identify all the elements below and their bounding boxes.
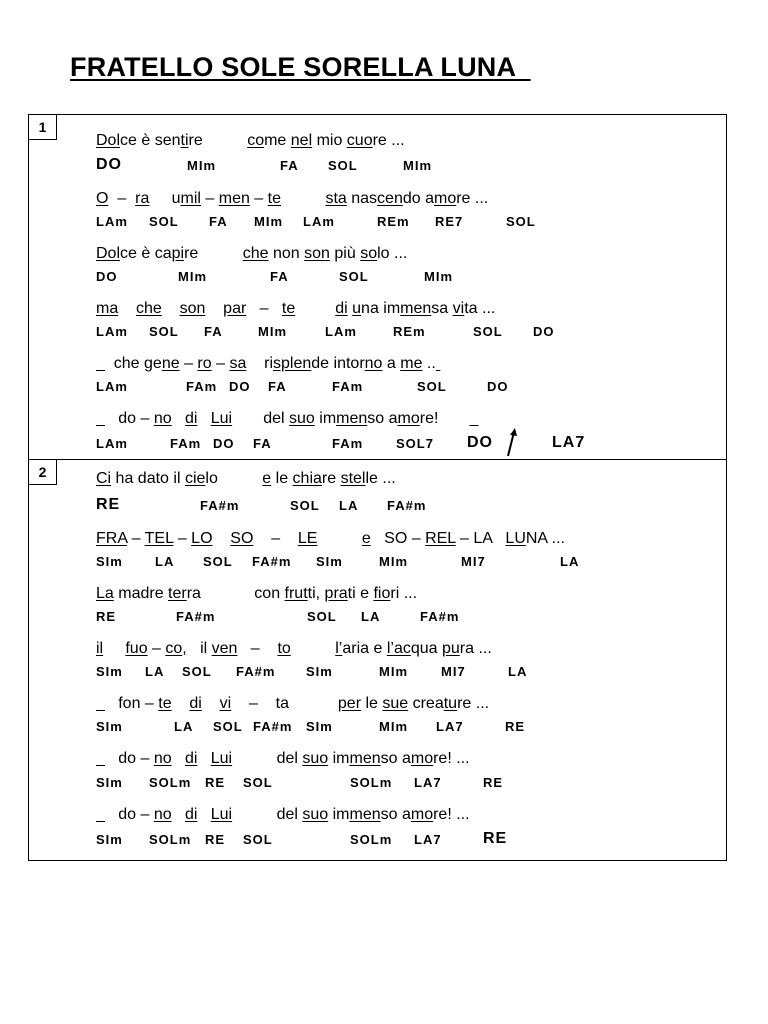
chord-label: SOL — [290, 498, 320, 513]
chord-label: SOLm — [149, 832, 192, 847]
lyric-line: ma che son par – te di una immensa vita ... — [96, 300, 496, 317]
chord-label: MIm — [258, 324, 287, 339]
chord-label: FA#m — [420, 609, 460, 624]
lyric-line: fon – te di vi – ta per le sue creature ... — [104, 695, 490, 712]
chord-label: MIm — [178, 269, 207, 284]
section-number: 2 — [29, 460, 57, 485]
chord-label: FA — [270, 269, 289, 284]
chord-label: RE — [483, 830, 508, 847]
chord-label: SOL — [328, 158, 358, 173]
chord-label: DO — [467, 434, 493, 451]
chord-label: FA#m — [387, 498, 427, 513]
chord-label: LA — [508, 664, 528, 679]
chord-label: MIm — [379, 554, 408, 569]
chord-label: SIm — [96, 775, 123, 790]
chord-label: SOLm — [149, 775, 192, 790]
chord-label: LA — [155, 554, 175, 569]
chord-label: LAm — [303, 214, 335, 229]
lyric-line: Dolce è sentire come nel mio cuore ... — [96, 132, 405, 149]
verse-section-1 — [28, 114, 727, 460]
chord-label: LA — [145, 664, 165, 679]
lyric-line: Ci ha dato il cielo e le chiare stelle ... — [96, 470, 396, 487]
chord-label: MIm — [403, 158, 432, 173]
lyric-line: La madre terra con frutti, prati e fiori ... — [96, 585, 418, 602]
chord-label: SIm — [96, 554, 123, 569]
chord-label: LA — [339, 498, 359, 513]
chord-label: SOL — [182, 664, 212, 679]
chord-label: FAm — [332, 436, 364, 451]
chord-label: FAm — [186, 379, 218, 394]
chord-label: FAm — [332, 379, 364, 394]
chord-label: SIm — [306, 719, 333, 734]
chord-label: FA — [280, 158, 299, 173]
song-title: FRATELLO SOLE SORELLA LUNA — [70, 52, 531, 82]
chord-label: FA#m — [252, 554, 292, 569]
chord-label: MIm — [379, 664, 408, 679]
chord-label: LAm — [96, 214, 128, 229]
chord-label: SOL — [473, 324, 503, 339]
chord-label: RE — [96, 609, 117, 624]
chord-label: RE — [505, 719, 526, 734]
chord-label: FA#m — [236, 664, 276, 679]
lyric-line: do – no di Lui del suo immenso amore! ... — [104, 750, 470, 767]
section-number: 1 — [29, 115, 57, 140]
chord-label: SIm — [96, 664, 123, 679]
chord-label: FA — [209, 214, 228, 229]
chord-label: FA — [268, 379, 287, 394]
chord-label: SIm — [306, 664, 333, 679]
chord-label: FA — [253, 436, 272, 451]
chord-label: SIm — [316, 554, 343, 569]
lyric-line: che gene – ro – sa risplende intorno a me .. — [104, 355, 436, 372]
chord-label: SOLm — [350, 775, 393, 790]
chord-label: LAm — [325, 324, 357, 339]
chord-label: SOL — [243, 832, 273, 847]
chord-label: SOL7 — [396, 436, 434, 451]
lyric-line: il fuo – co, il ven – to l’aria e l’acqua pura ... — [96, 640, 492, 657]
chord-label: DO — [533, 324, 555, 339]
chord-label: SOLm — [350, 832, 393, 847]
chord-label: SOL — [307, 609, 337, 624]
chord-label: DO — [213, 436, 235, 451]
lyric-line: O – ra umil – men – te sta nascendo amore ... — [96, 190, 489, 207]
lyric-line: FRA – TEL – LO SO – LE e SO – REL – LA LUNA ... — [96, 530, 565, 547]
chord-label: SOL — [203, 554, 233, 569]
chord-label: RE — [205, 775, 226, 790]
chord-label: FAm — [170, 436, 202, 451]
arrow-up-icon — [505, 427, 519, 457]
lyric-line: do – no di Lui del suo immenso amore! — [104, 410, 470, 427]
chord-label: DO — [96, 156, 122, 173]
chord-label: SOL — [417, 379, 447, 394]
chord-label: FA#m — [200, 498, 240, 513]
chord-label: LAm — [96, 379, 128, 394]
chord-label: SOL — [243, 775, 273, 790]
lyric-line: do – no di Lui del suo immenso amore! ... — [104, 806, 470, 823]
chord-label: MIm — [187, 158, 216, 173]
chord-label: RE7 — [435, 214, 464, 229]
chord-label: DO — [229, 379, 251, 394]
chord-label: SOL — [506, 214, 536, 229]
chord-label: RE — [96, 496, 121, 513]
chord-label: FA#m — [253, 719, 293, 734]
chord-label: MI7 — [461, 554, 486, 569]
chord-label: REm — [377, 214, 410, 229]
chord-label: LA — [560, 554, 580, 569]
chord-label: MIm — [379, 719, 408, 734]
chord-label: SOL — [149, 324, 179, 339]
chord-label: DO — [487, 379, 509, 394]
chord-label: MI7 — [441, 664, 466, 679]
chord-label: LAm — [96, 324, 128, 339]
verse-section-2 — [28, 459, 727, 861]
chord-label: SIm — [96, 719, 123, 734]
chord-label: FA#m — [176, 609, 216, 624]
chord-label: LAm — [96, 436, 128, 451]
lyric-line: Dolce è capire che non son più solo ... — [96, 245, 408, 262]
chord-label: REm — [393, 324, 426, 339]
chord-label: LA7 — [436, 719, 464, 734]
chord-label: LA7 — [414, 775, 442, 790]
chord-label: LA7 — [414, 832, 442, 847]
chord-label: RE — [205, 832, 226, 847]
chord-label: SOL — [213, 719, 243, 734]
chord-label: SIm — [96, 832, 123, 847]
chord-label: LA — [174, 719, 194, 734]
chord-label: SOL — [339, 269, 369, 284]
chord-label: MIm — [424, 269, 453, 284]
chord-label: DO — [96, 269, 118, 284]
chord-label: LA7 — [552, 434, 586, 451]
chord-label: RE — [483, 775, 504, 790]
chord-label: MIm — [254, 214, 283, 229]
chord-label: FA — [204, 324, 223, 339]
chord-label: SOL — [149, 214, 179, 229]
chord-label: LA — [361, 609, 381, 624]
